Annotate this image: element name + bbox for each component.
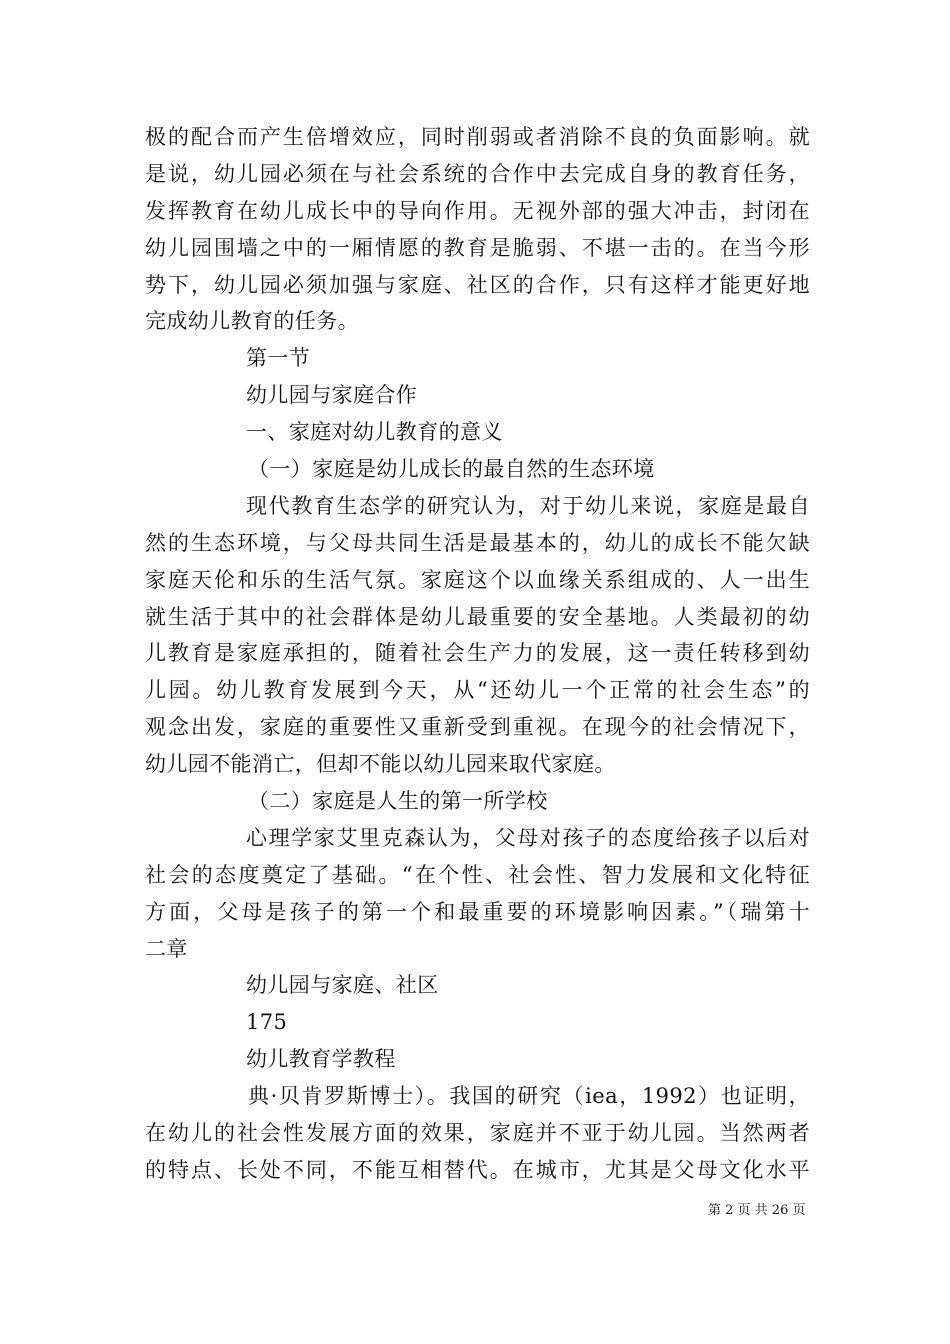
page-footer: 第 2 页 共 26 页 (708, 1203, 806, 1218)
text-line: 幼儿园不能消亡，但却不能以幼儿园来取代家庭。 (145, 752, 616, 777)
text-line: 社会的态度奠定了基础。“在个性、社会性、智力发展和文化特征 (145, 862, 810, 887)
text-line: 极的配合而产生倍增效应，同时削弱或者消除不良的负面影响。就 (145, 125, 810, 149)
text-line: 儿园。幼儿教育发展到今天，从“还幼儿一个正常的社会生态”的 (145, 678, 810, 703)
text-line: 完成幼儿教育的任务。 (145, 309, 359, 334)
text-line: 就生活于其中的社会群体是幼儿最重要的安全基地。人类最初的幼 (145, 604, 810, 629)
text-line: 心理学家艾里克森认为，父母对孩子的态度给孩子以后对 (246, 825, 810, 850)
subsection-title: （二）家庭是人生的第一所学校 (248, 789, 548, 814)
text-line: 势下，幼儿园必须加强与家庭、社区的合作，只有这样才能更好地 (145, 272, 810, 297)
running-header-book-title: 幼儿教育学教程 (246, 1047, 396, 1072)
section-title: 幼儿园与家庭合作 (246, 383, 418, 408)
text-line: 家庭天伦和乐的生活气氛。家庭这个以血缘关系组成的、人一出生 (145, 567, 810, 592)
text-line: 典·贝肯罗斯博士）。我国的研究（iea，1992）也证明， (248, 1084, 810, 1109)
text-line: 的特点、长处不同，不能互相替代。在城市，尤其是父母文化水平 (145, 1157, 810, 1182)
text-line: 二章 (145, 936, 188, 961)
text-line: 方面，父母是孩子的第一个和最重要的环境影响因素。”（瑞第十 (145, 899, 810, 924)
text-line: 是说，幼儿园必须在与社会系统的合作中去完成自身的教育任务， (145, 161, 810, 186)
text-line: 儿教育是家庭承担的，随着社会生产力的发展，这一责任转移到幼 (145, 641, 810, 666)
text-line: 在幼儿的社会性发展方面的效果，家庭并不亚于幼儿园。当然两者 (145, 1121, 810, 1146)
text-line: 观念出发，家庭的重要性又重新受到重视。在现今的社会情况下， (145, 715, 810, 740)
text-line: 现代教育生态学的研究认为，对于幼儿来说，家庭是最自 (246, 493, 810, 518)
subsection-heading: 一、家庭对幼儿教育的意义 (246, 420, 503, 445)
running-header-chapter: 幼儿园与家庭、社区 (246, 973, 439, 998)
document-body (145, 119, 810, 1189)
running-header-page-number: 175 (246, 1010, 288, 1035)
text-line: 幼儿园围墙之中的一厢情愿的教育是脆弱、不堪一击的。在当今形 (145, 235, 810, 260)
subsection-title: （一）家庭是幼儿成长的最自然的生态环境 (248, 457, 655, 482)
section-heading: 第一节 (246, 346, 311, 371)
text-line: 然的生态环境，与父母共同生活是最基本的，幼儿的成长不能欠缺 (145, 530, 810, 555)
text-line: 发挥教育在幼儿成长中的导向作用。无视外部的强大冲击，封闭在 (145, 198, 810, 223)
